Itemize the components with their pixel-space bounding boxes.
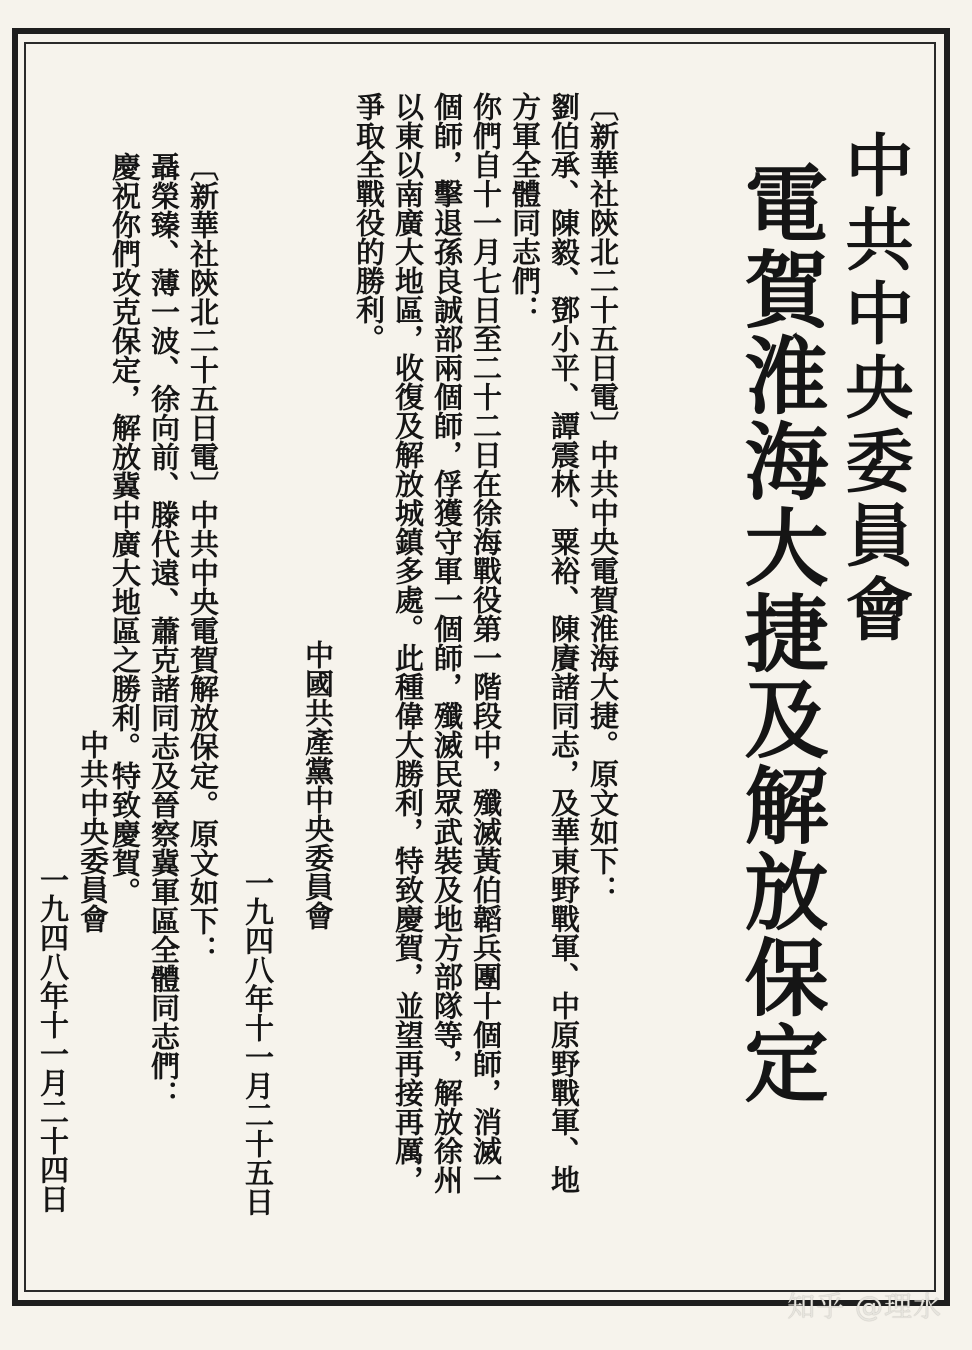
watermark: 知乎 @理水 — [787, 1290, 942, 1323]
telegram-baoding-date: 一九四八年十一月二十四日 — [36, 865, 70, 1213]
telegram-huaihai-intro: 〔新華社陝北二十五日電〕中共中央電賀淮海大捷。原文如下： — [586, 92, 620, 904]
org-title: 中共中央委員會 — [834, 130, 914, 648]
telegram-baoding — [102, 152, 222, 1202]
telegram-huaihai-date: 一九四八年十一月二十五日 — [241, 868, 275, 1216]
telegram-huaihai — [322, 92, 622, 1202]
telegram-huaihai-signature: 中國共產黨中央委員會 — [301, 640, 335, 930]
telegram-baoding-body: 慶祝你們攻克保定，解放冀中廣大地區之勝利。特致慶賀。 — [108, 152, 142, 906]
telegram-huaihai-body: 你們自十一月七日至二十二日在徐海戰役第一階段中，殲滅黃伯韜兵團十個師，消滅一個師，擊退孫良誠部兩個師，俘獲守軍一個師，殲滅民眾武裝及地方部隊等，解放徐州以東以南廣大地區，收復及解放城鎮多處。此種偉大勝利，特致慶賀，並望再接再厲，爭取全戰役的勝利。 — [352, 92, 503, 1194]
telegram-huaihai-recipients: 劉伯承、陳毅、鄧小平、譚震林、粟裕、陳賡諸同志，及華東野戰軍、中原野戰軍、地方軍全體同志們： — [508, 92, 581, 1194]
telegram-baoding-signature: 中共中央委員會 — [76, 730, 110, 933]
telegram-baoding-intro: 〔新華社陝北二十五日電〕中共中央電賀解放保定。原文如下： — [186, 152, 220, 964]
headline: 電賀淮海大捷及解放保定 — [731, 160, 830, 1106]
telegram-baoding-recipients: 聶榮臻、薄一波、徐向前、滕代遠、蕭克諸同志及晉察冀軍區全體同志們： — [147, 152, 181, 1109]
